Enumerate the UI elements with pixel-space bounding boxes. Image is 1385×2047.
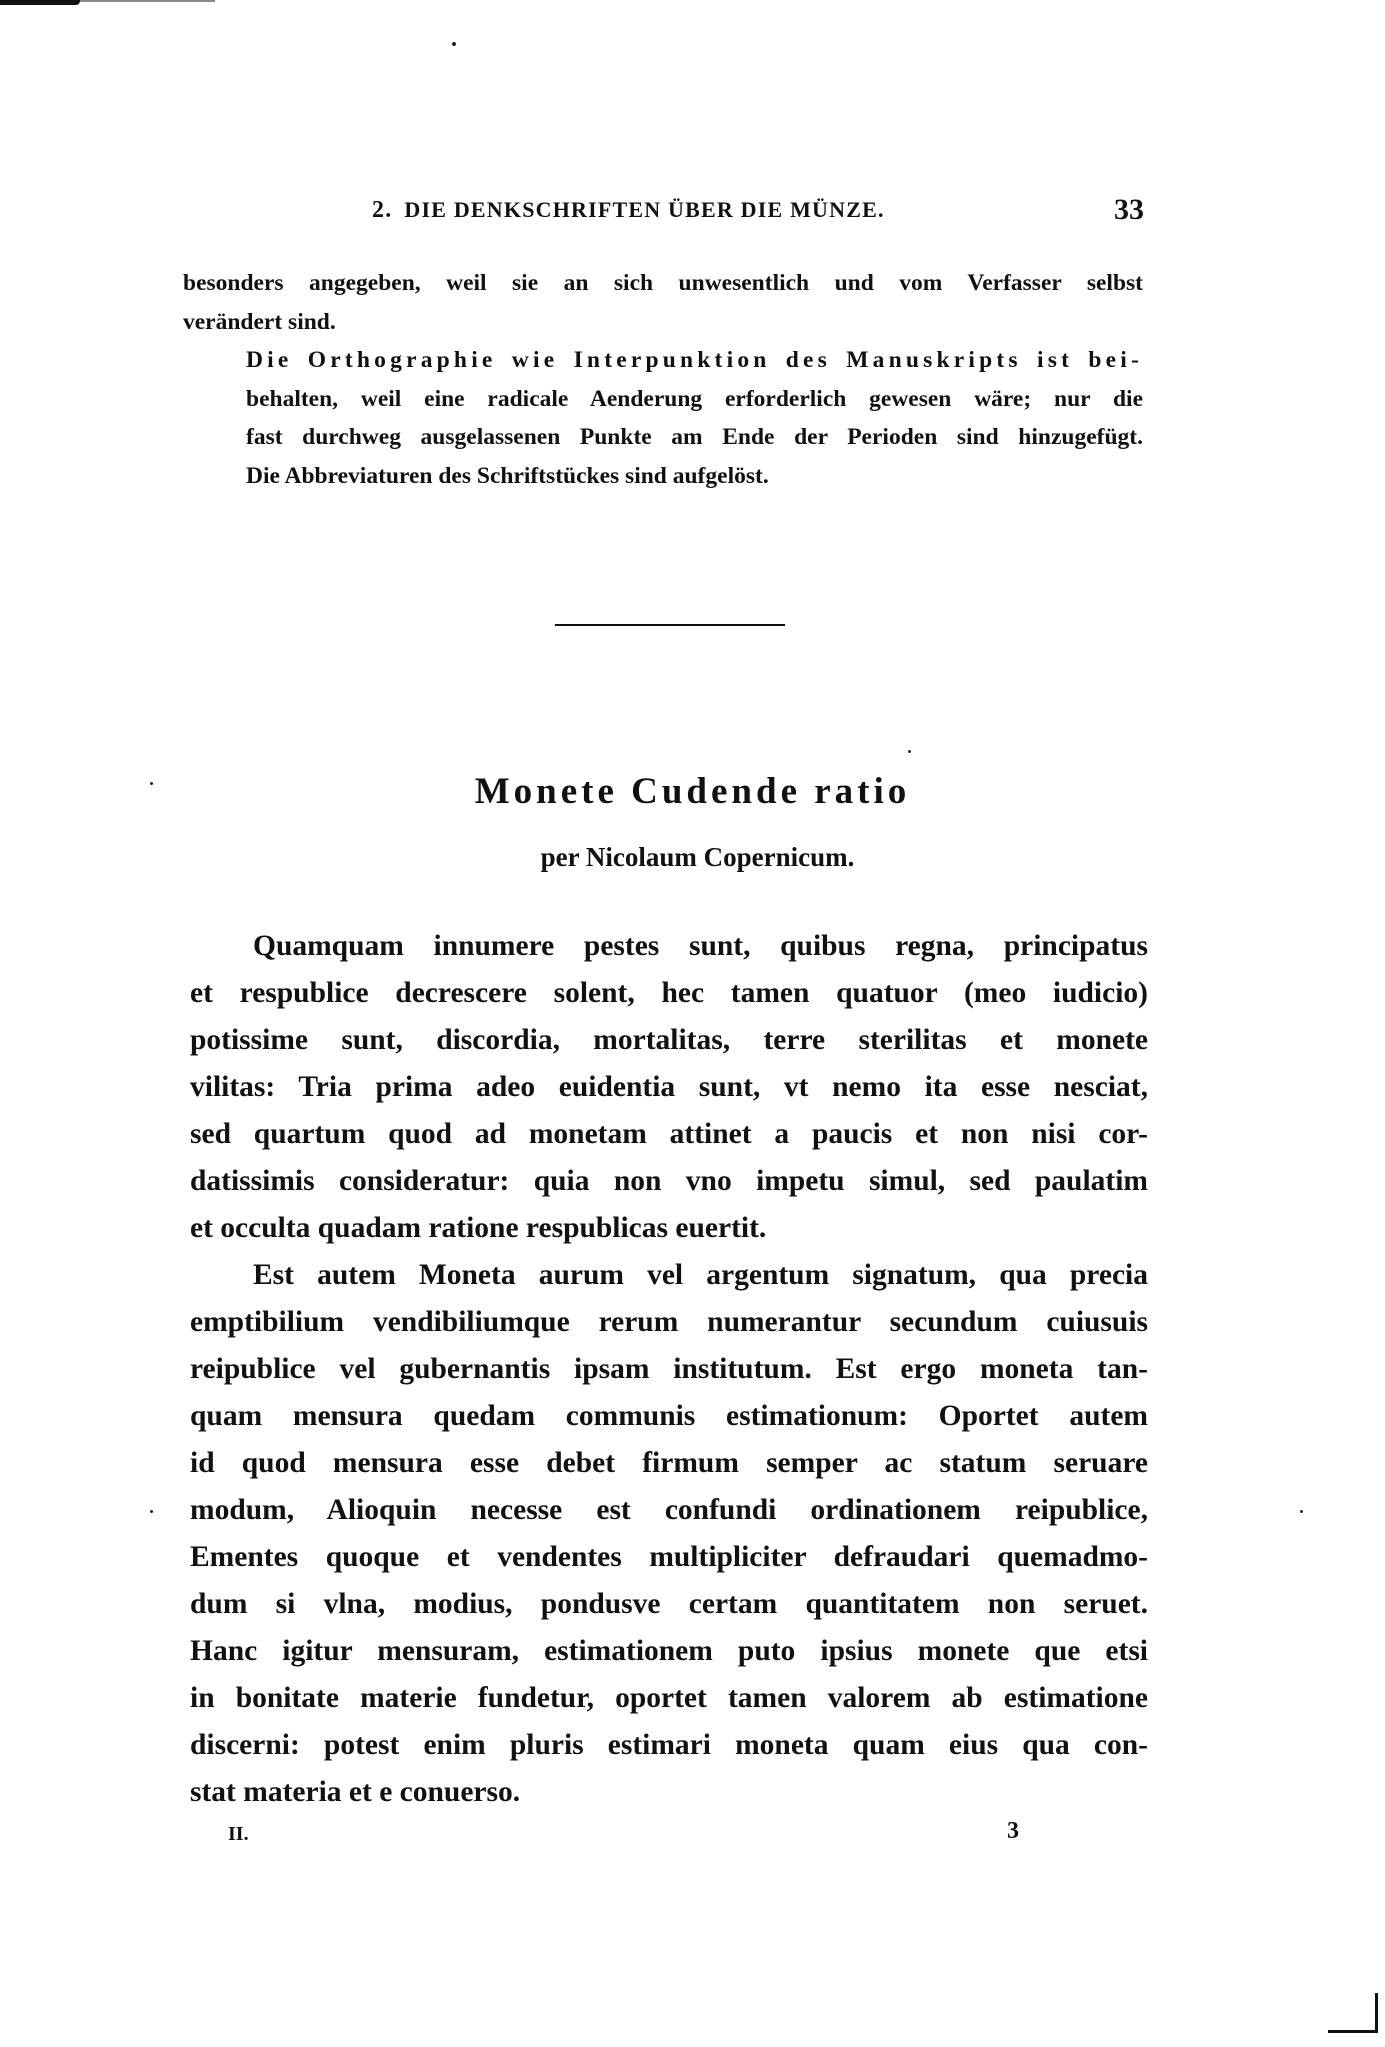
text-line: sed quartum quod ad monetam attinet a paucis et non nisi cor-: [190, 1118, 1148, 1150]
text-line: discerni: potest enim pluris estimari moneta quam eius qua con-: [190, 1729, 1148, 1761]
document-body: [190, 923, 1148, 1816]
text-line: Est autem Moneta aurum vel argentum signatum, qua precia: [253, 1259, 1148, 1291]
intro-paragraph: [183, 264, 1143, 341]
text-line: behalten, weil eine radicale Aenderung erforderlich gewesen wäre; nur die: [246, 385, 1143, 412]
intro-paragraph: [183, 341, 1143, 495]
text-line: emptibilium vendibiliumque rerum numerantur secundum cuiusuis: [190, 1306, 1148, 1338]
running-header: [372, 193, 1144, 233]
text-line: modum, Alioquin necesse est confundi ordinationem reipublice,: [190, 1494, 1148, 1526]
text-line: Quamquam innumere pestes sunt, quibus regna, principatus: [253, 930, 1148, 962]
crop-corner-mark: [1328, 1993, 1378, 2033]
text-line: et respublice decrescere solent, hec tamen quatuor (meo iudicio): [190, 977, 1148, 1009]
running-title: [372, 197, 885, 224]
scan-speck: [452, 42, 456, 46]
scan-edge-dark: [0, 0, 80, 5]
text-line: besonders angegeben, weil sie an sich unwesentlich und vom Verfasser selbst: [183, 270, 1143, 296]
text-line: vilitas: Tria prima adeo euidentia sunt, vt nemo ita esse nesciat,: [190, 1071, 1148, 1103]
document-title: Monete Cudende ratio: [474, 771, 911, 812]
text-line: potissime sunt, discordia, mortalitas, terre sterilitas et monete: [190, 1024, 1148, 1056]
text-line: Ementes quoque et vendentes multipliciter defraudari quemadmo-: [190, 1541, 1148, 1573]
scan-speck: [1300, 1510, 1303, 1513]
text-line: datissimis consideratur: quia non vno impetu simul, sed paulatim: [190, 1165, 1148, 1197]
scan-edge-light: [80, 0, 215, 2]
editorial-note: [183, 264, 1143, 495]
section-number: 2.: [372, 197, 393, 223]
text-line: id quod mensura esse debet firmum semper ac statum seruare: [190, 1447, 1148, 1479]
text-line: dum si vlna, modius, pondusve certam quantitatem non seruet.: [190, 1588, 1148, 1620]
gathering-number: 3: [1007, 1818, 1019, 1844]
page-number: 33: [1114, 193, 1144, 226]
section-divider: [555, 624, 785, 626]
text-line: quam mensura quedam communis estimationum: Oportet autem: [190, 1400, 1148, 1432]
text-line: reipublice vel gubernantis ipsam institutum. Est ergo moneta tan-: [190, 1353, 1148, 1385]
text-line: verändert sind.: [183, 308, 336, 335]
text-line: Hanc igitur mensuram, estimationem puto ipsius monete que etsi: [190, 1635, 1148, 1667]
text-line: in bonitate materie fundetur, oportet tamen valorem ab estimatione: [190, 1682, 1148, 1714]
text-line: et occulta quadam ratione respublicas euertit.: [190, 1212, 767, 1244]
scan-speck: [908, 750, 911, 753]
text-line: stat materia et e conuerso.: [190, 1776, 521, 1808]
body-paragraph: [190, 1252, 1148, 1816]
document-subtitle: per Nicolaum Copernicum.: [540, 842, 855, 872]
text-line: fast durchweg ausgelassenen Punkte am Ende der Perioden sind hinzugefügt.: [246, 424, 1143, 450]
running-title-text: DIE DENKSCHRIFTEN ÜBER DIE MÜNZE.: [404, 197, 885, 222]
body-paragraph: [190, 923, 1148, 1252]
scan-speck: [150, 1510, 153, 1513]
text-line: Die Orthographie wie Interpunktion des Manuskripts ist bei-: [246, 347, 1143, 373]
text-line: Die Abbreviaturen des Schriftstückes sind aufgelöst.: [246, 462, 769, 489]
signature-mark: II.: [228, 1823, 249, 1845]
